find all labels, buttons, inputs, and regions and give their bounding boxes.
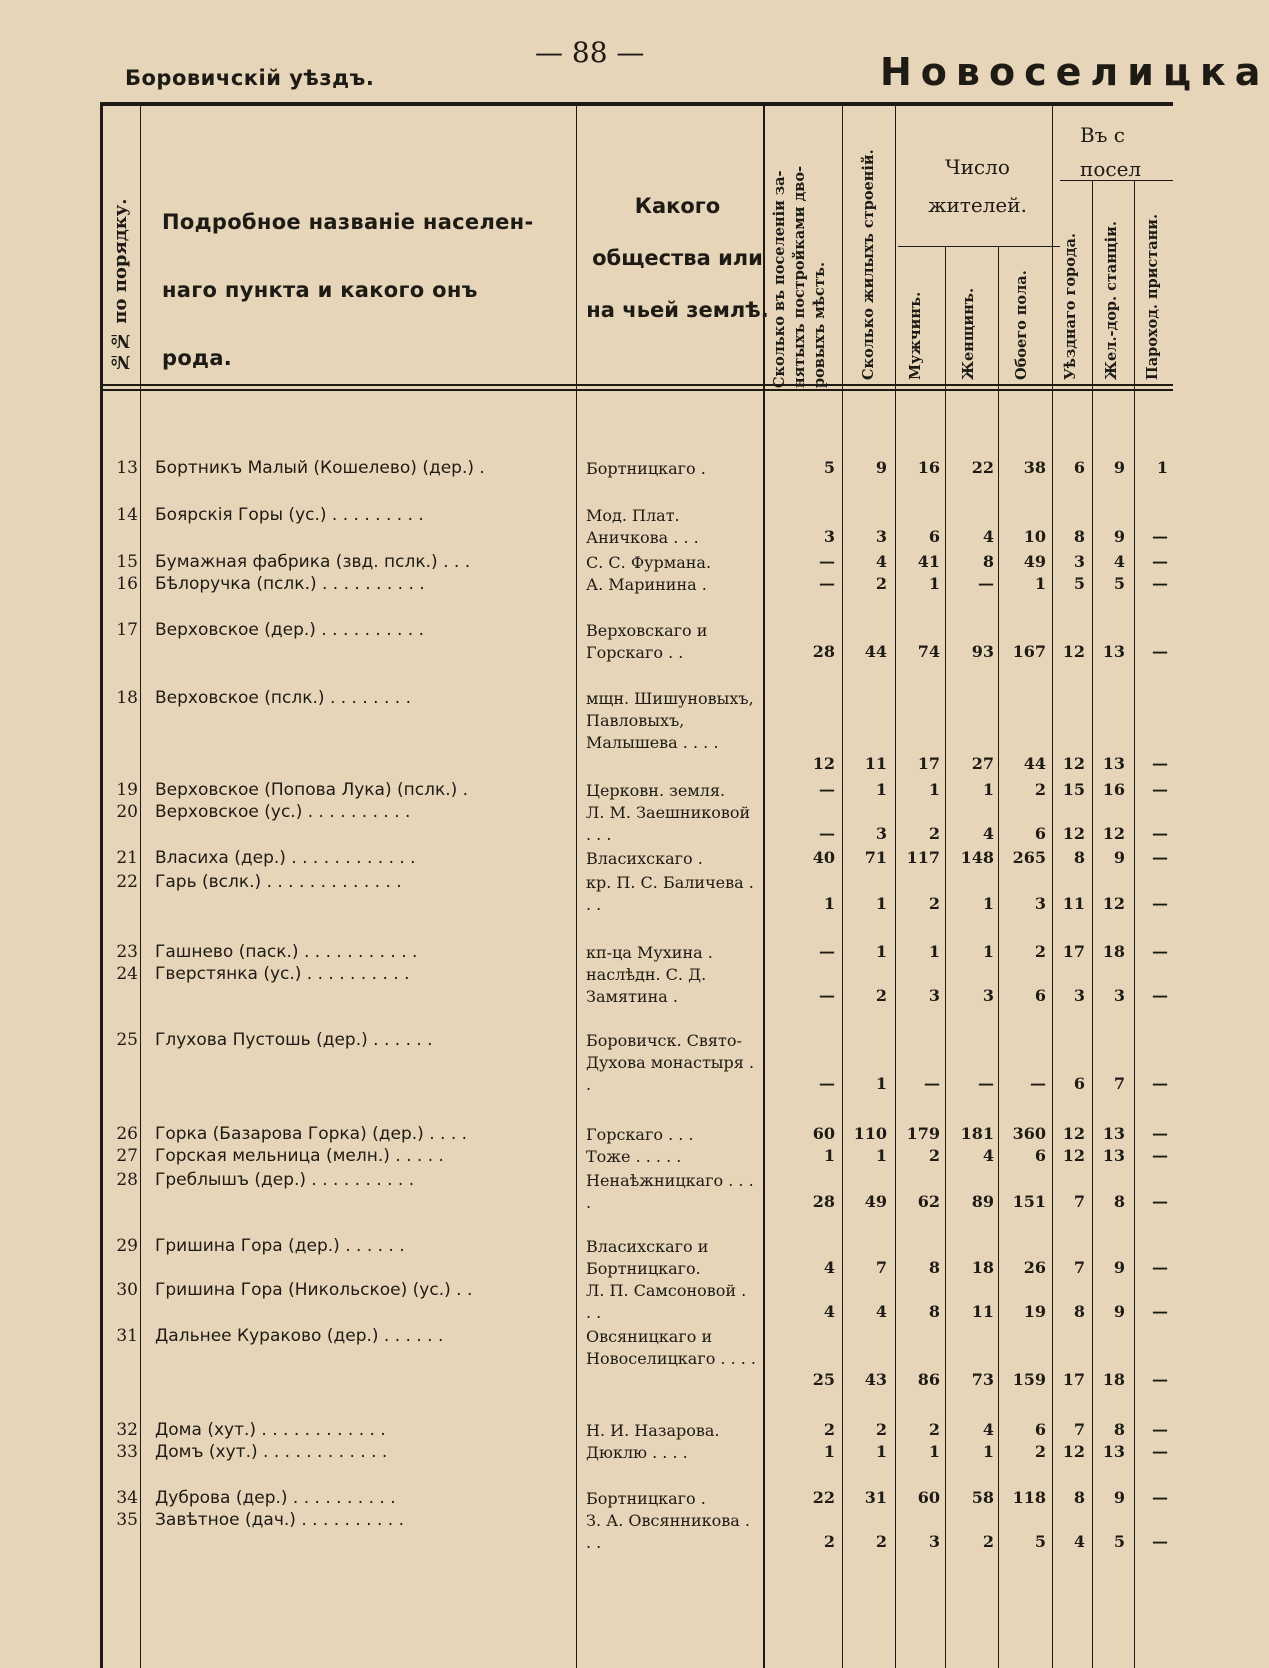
row-number: 21 [116,848,138,868]
uezd-title: Боровичскiй уѣздъ. [125,66,375,90]
dist-uezd-gorod: 11 [1062,894,1085,913]
settlement-name: Завѣтное (дач.) . . . . . . . . . . [155,1510,404,1530]
row-number: 33 [116,1442,138,1462]
zhen-count: 2 [982,1532,994,1551]
zhiteley-sub-rule [898,246,1060,247]
settlement-name: Дальнее Кураково (дер.) . . . . . . [155,1326,444,1346]
zhen-count: 11 [971,1302,994,1321]
stroeniy-count: 4 [875,1302,887,1321]
dist-zhd-stantsiya: 5 [1113,1532,1125,1551]
dist-uezd-gorod: 12 [1062,1442,1085,1461]
volost-title: Новоселицка [880,50,1269,94]
settlement-name: Дома (хут.) . . . . . . . . . . . . [155,1420,386,1440]
zhen-count: 1 [982,942,994,961]
obo-count: 3 [1034,894,1046,913]
zhen-count: 1 [982,780,994,799]
header-zhd-stantsiya: Жел.-дор. станцiи. [1103,221,1120,380]
dvor-count: — [819,986,835,1005]
settlement-name: Горка (Базарова Горка) (дер.) . . . . [155,1124,468,1144]
muzh-count: 8 [928,1302,940,1321]
row-number: 32 [116,1420,138,1440]
dist-uezd-gorod: 12 [1062,1146,1085,1165]
row-number: 24 [116,964,138,984]
row-number: 29 [116,1236,138,1256]
obo-count: 1 [1034,574,1046,593]
row-number: 23 [116,942,138,962]
muzh-count: 2 [928,824,940,843]
row-number: 26 [116,1124,138,1144]
zhen-count: 4 [982,527,994,546]
muzh-count: — [924,1074,940,1093]
col-line-left [100,102,103,1668]
muzh-count: 41 [917,552,940,571]
dvor-count: 3 [823,527,835,546]
zhen-count: 3 [982,986,994,1005]
dist-parokhod: — [1152,552,1168,571]
dvor-count: 28 [812,1192,835,1211]
settlement-name: Верховское (ус.) . . . . . . . . . . [155,802,411,822]
settlement-owner: Власихскаго и Бортницкаго. [586,1237,709,1278]
settlement-owner: Боровичск. Свято-Духова монастыря . . [586,1031,755,1094]
muzh-count: 3 [928,986,940,1005]
dist-parokhod: — [1152,574,1168,593]
obo-count: 2 [1034,1442,1046,1461]
dist-parokhod: — [1152,754,1168,773]
dist-uezd-gorod: 8 [1073,848,1085,867]
col-line-owner [763,106,765,1668]
settlement-owner: Бортницкаго . [586,1489,706,1508]
obo-count: 2 [1034,942,1046,961]
obo-count: 38 [1023,458,1046,477]
dist-uezd-gorod: 5 [1073,574,1085,593]
row-number: 22 [116,872,138,892]
zhen-count: 4 [982,1146,994,1165]
settlement-owner: Ненаѣжницкаго . . . . [586,1171,754,1212]
header-num: №№ по порядку. [110,198,131,372]
header-vs: Въ с посел [1080,123,1142,181]
dist-uezd-gorod: 3 [1073,552,1085,571]
dist-uezd-gorod: 8 [1073,1488,1085,1507]
stroeniy-count: 1 [875,894,887,913]
dist-uezd-gorod: 12 [1062,824,1085,843]
dist-zhd-stantsiya: 16 [1102,780,1125,799]
muzh-count: 1 [928,1442,940,1461]
muzh-count: 60 [917,1488,940,1507]
settlement-owner: Н. И. Назарова. [586,1421,720,1440]
zhen-count: 73 [971,1370,994,1389]
settlement-name: Глухова Пустошь (дер.) . . . . . . [155,1030,433,1050]
settlement-owner: Церковн. земля. [586,781,726,800]
obo-count: 44 [1023,754,1046,773]
muzh-count: 62 [917,1192,940,1211]
settlement-name: Боярскiя Горы (ус.) . . . . . . . . . [155,505,424,525]
dist-uezd-gorod: 15 [1062,780,1085,799]
settlement-name: Гришина Гора (дер.) . . . . . . [155,1236,405,1256]
dvor-count: — [819,1074,835,1093]
header-dvor: Сколько въ поселенiи за-нятыхъ постройками дво-ровыхъ мѣстъ. [771,165,828,388]
dist-parokhod: — [1152,1532,1168,1551]
settlement-owner: кр. П. С. Баличева . . . [586,873,754,914]
zhen-count: 1 [982,1442,994,1461]
dist-parokhod: — [1152,1146,1168,1165]
stroeniy-count: 1 [875,780,887,799]
obo-count: 159 [1012,1370,1046,1389]
stroeniy-count: 2 [875,574,887,593]
settlement-name: Дуброва (дер.) . . . . . . . . . . [155,1488,396,1508]
stroeniy-count: 2 [875,1532,887,1551]
settlement-owner: Л. М. Заешниковой . . . [586,803,751,844]
dvor-count: 28 [812,642,835,661]
dist-zhd-stantsiya: 4 [1113,552,1125,571]
col-line-uezd [1092,180,1093,1668]
stroeniy-count: 3 [875,824,887,843]
dist-uezd-gorod: 12 [1062,1124,1085,1143]
col-line-dvor [842,106,843,1668]
stroeniy-count: 4 [875,552,887,571]
header-stroeniy: Сколько жилыхъ строенiй. [860,149,877,380]
dvor-count: 4 [823,1302,835,1321]
dist-uezd-gorod: 8 [1073,527,1085,546]
stroeniy-count: 110 [853,1124,887,1143]
dvor-count: — [819,574,835,593]
dist-zhd-stantsiya: 13 [1102,1124,1125,1143]
row-number: 14 [116,505,138,525]
muzh-count: 6 [928,527,940,546]
zhen-count: — [978,1074,994,1093]
dist-parokhod: — [1152,1192,1168,1211]
row-number: 31 [116,1326,138,1346]
dist-zhd-stantsiya: 9 [1113,1258,1125,1277]
settlement-name: Домъ (хут.) . . . . . . . . . . . . [155,1442,388,1462]
page-number: — 88 — [535,36,645,69]
settlement-owner: Дюклю . . . . [586,1443,688,1462]
dvor-count: 5 [823,458,835,477]
muzh-count: 3 [928,1532,940,1551]
muzh-count: 17 [917,754,940,773]
settlement-name: Гарь (вслк.) . . . . . . . . . . . . . [155,872,402,892]
settlement-owner: Бортницкаго . [586,459,706,478]
obo-count: 19 [1023,1302,1046,1321]
settlement-owner: Власихскаго . [586,849,703,868]
settlement-name: Бумажная фабрика (звд. пслк.) . . . [155,552,471,572]
dist-parokhod: — [1152,824,1168,843]
dist-zhd-stantsiya: 8 [1113,1420,1125,1439]
table-top-rule [100,102,1173,106]
dvor-count: 2 [823,1420,835,1439]
settlement-owner: Л. П. Самсоновой . . . [586,1281,747,1322]
dist-parokhod: — [1152,1124,1168,1143]
row-number: 15 [116,552,138,572]
row-number: 17 [116,620,138,640]
muzh-count: 2 [928,1146,940,1165]
row-number: 28 [116,1170,138,1190]
settlement-owner: Верховскаго и Горскаго . . [586,621,708,662]
muzh-count: 16 [917,458,940,477]
dvor-count: 22 [812,1488,835,1507]
dvor-count: 25 [812,1370,835,1389]
muzh-count: 1 [928,942,940,961]
settlement-owner: Горскаго . . . [586,1125,694,1144]
stroeniy-count: 1 [875,1146,887,1165]
stroeniy-count: 49 [864,1192,887,1211]
dist-parokhod: — [1152,986,1168,1005]
stroeniy-count: 11 [864,754,887,773]
row-number: 18 [116,688,138,708]
stroeniy-count: 9 [875,458,887,477]
stroeniy-count: 71 [864,848,887,867]
settlement-owner: З. А. Овсянниковa . . . [586,1511,750,1552]
settlement-owner: С. С. Фурмана. [586,553,712,572]
dist-zhd-stantsiya: 13 [1102,1442,1125,1461]
dist-zhd-stantsiya: 9 [1113,1302,1125,1321]
dist-zhd-stantsiya: 18 [1102,1370,1125,1389]
row-number: 34 [116,1488,138,1508]
dist-zhd-stantsiya: 13 [1102,642,1125,661]
zhen-count: 8 [982,552,994,571]
obo-count: 6 [1034,1420,1046,1439]
settlement-name: Гверстянка (ус.) . . . . . . . . . . [155,964,410,984]
stroeniy-count: 2 [875,1420,887,1439]
settlement-name: Гришина Гора (Никольское) (ус.) . . [155,1280,473,1300]
settlement-name: Верховское (Попова Лука) (пслк.) . [155,780,469,800]
zhen-count: 4 [982,824,994,843]
dist-zhd-stantsiya: 12 [1102,894,1125,913]
dvor-count: 12 [812,754,835,773]
settlement-owner: А. Марининa . [586,575,707,594]
dist-parokhod: — [1152,1302,1168,1321]
dvor-count: 1 [823,1442,835,1461]
obo-count: 10 [1023,527,1046,546]
dvor-count: 4 [823,1258,835,1277]
row-number: 20 [116,802,138,822]
dist-zhd-stantsiya: 9 [1113,458,1125,477]
dist-parokhod: — [1152,942,1168,961]
dist-parokhod: — [1152,1488,1168,1507]
settlement-owner: наслѣдн. С. Д. Замятина . [586,965,707,1006]
dist-parokhod: — [1152,1258,1168,1277]
row-number: 19 [116,780,138,800]
dvor-count: — [819,552,835,571]
muzh-count: 1 [928,780,940,799]
dist-uezd-gorod: 12 [1062,642,1085,661]
muzh-count: 74 [917,642,940,661]
dist-parokhod: — [1152,527,1168,546]
dist-parokhod: — [1152,1074,1168,1093]
dist-uezd-gorod: 7 [1073,1258,1085,1277]
dvor-count: — [819,942,835,961]
dvor-count: 2 [823,1532,835,1551]
dist-zhd-stantsiya: 5 [1113,574,1125,593]
dvor-count: 1 [823,894,835,913]
dist-zhd-stantsiya: 13 [1102,1146,1125,1165]
dist-zhd-stantsiya: 7 [1113,1074,1125,1093]
zhen-count: 1 [982,894,994,913]
stroeniy-count: 1 [875,1442,887,1461]
settlement-name: Власиха (дер.) . . . . . . . . . . . . [155,848,416,868]
stroeniy-count: 44 [864,642,887,661]
obo-count: 167 [1012,642,1046,661]
settlement-name: Верховское (дер.) . . . . . . . . . . [155,620,425,640]
header-owner: Какого общества или на чьей землѣ. [586,194,769,322]
header-parokhod: Пароход. пристани. [1144,213,1161,380]
dist-zhd-stantsiya: 3 [1113,986,1125,1005]
obo-count: 118 [1012,1488,1046,1507]
dist-zhd-stantsiya: 12 [1102,824,1125,843]
dvor-count: 60 [812,1124,835,1143]
zhen-count: 181 [960,1124,994,1143]
obo-count: 360 [1012,1124,1046,1143]
dist-parokhod: — [1152,848,1168,867]
header-obo: Обоего пола. [1013,270,1030,380]
dvor-count: — [819,824,835,843]
dist-parokhod: — [1152,894,1168,913]
dist-parokhod: — [1152,1420,1168,1439]
stroeniy-count: 3 [875,527,887,546]
obo-count: 265 [1012,848,1046,867]
row-number: 13 [116,458,138,478]
zhen-count: 58 [971,1488,994,1507]
dist-zhd-stantsiya: 8 [1113,1192,1125,1211]
obo-count: — [1030,1074,1046,1093]
obo-count: 151 [1012,1192,1046,1211]
settlement-name: Верховское (пслк.) . . . . . . . . [155,688,411,708]
muzh-count: 8 [928,1258,940,1277]
obo-count: 5 [1034,1532,1046,1551]
zhen-count: 18 [971,1258,994,1277]
settlement-name: Бѣлоручка (пслк.) . . . . . . . . . . [155,574,425,594]
col-line-zhd [1134,180,1135,1668]
muzh-count: 179 [906,1124,940,1143]
dist-uezd-gorod: 7 [1073,1420,1085,1439]
dist-uezd-gorod: 17 [1062,942,1085,961]
muzh-count: 1 [928,574,940,593]
zhen-count: — [978,574,994,593]
settlement-owner: Овсяницкаго и Новоселицкаго . . . . [586,1327,757,1368]
obo-count: 6 [1034,1146,1046,1165]
header-zhen: Женщинъ. [960,287,977,380]
zhen-count: 89 [971,1192,994,1211]
settlement-name: Гашнево (паск.) . . . . . . . . . . . [155,942,418,962]
zhen-count: 93 [971,642,994,661]
stroeniy-count: 43 [864,1370,887,1389]
dvor-count: 1 [823,1146,835,1165]
dist-uezd-gorod: 4 [1073,1532,1085,1551]
dist-uezd-gorod: 8 [1073,1302,1085,1321]
stroeniy-count: 7 [875,1258,887,1277]
col-line-name [576,106,577,1668]
settlement-name: Бортникъ Малый (Кошелево) (дер.) . [155,458,485,478]
settlement-name: Греблышъ (дер.) . . . . . . . . . . [155,1170,415,1190]
obo-count: 6 [1034,986,1046,1005]
col-line-num [140,106,141,1668]
row-number: 30 [116,1280,138,1300]
header-name: Подробное названiе населен-наго пункта и какого онъ рода. [162,210,534,370]
dist-uezd-gorod: 17 [1062,1370,1085,1389]
dist-zhd-stantsiya: 13 [1102,754,1125,773]
dist-zhd-stantsiya: 9 [1113,527,1125,546]
dist-uezd-gorod: 6 [1073,458,1085,477]
muzh-count: 2 [928,894,940,913]
muzh-count: 117 [906,848,940,867]
dist-parokhod: — [1152,1442,1168,1461]
zhen-count: 27 [971,754,994,773]
settlement-name: Горская мельница (мелн.) . . . . . [155,1146,444,1166]
zhen-count: 148 [960,848,994,867]
dist-uezd-gorod: 12 [1062,754,1085,773]
dist-zhd-stantsiya: 18 [1102,942,1125,961]
dist-parokhod: — [1152,780,1168,799]
zhen-count: 22 [971,458,994,477]
obo-count: 49 [1023,552,1046,571]
dist-zhd-stantsiya: 9 [1113,1488,1125,1507]
obo-count: 6 [1034,824,1046,843]
muzh-count: 86 [917,1370,940,1389]
settlement-owner: кп-ца Мухина . [586,943,713,962]
stroeniy-count: 31 [864,1488,887,1507]
dvor-count: — [819,780,835,799]
dist-uezd-gorod: 7 [1073,1192,1085,1211]
stroeniy-count: 1 [875,1074,887,1093]
obo-count: 2 [1034,780,1046,799]
header-zhiteley: Число жителей. [928,155,1027,217]
row-number: 35 [116,1510,138,1530]
row-number: 27 [116,1146,138,1166]
row-number: 25 [116,1030,138,1050]
stroeniy-count: 1 [875,942,887,961]
dvor-count: 40 [812,848,835,867]
dist-parokhod: — [1152,642,1168,661]
header-uezd-gorod: Уѣзднаго города. [1062,233,1079,380]
dist-zhd-stantsiya: 9 [1113,848,1125,867]
settlement-owner: мщн. Шишуновыхъ, Павловыхъ, Малышева . . . . [586,689,754,752]
zhen-count: 4 [982,1420,994,1439]
stroeniy-count: 2 [875,986,887,1005]
header-muzh: Мужчинъ. [907,291,924,380]
col-line-zhen [998,246,999,1668]
dist-uezd-gorod: 6 [1073,1074,1085,1093]
settlement-owner: Тоже . . . . . [586,1147,682,1166]
dist-parokhod: — [1152,1370,1168,1389]
row-number: 16 [116,574,138,594]
dist-uezd-gorod: 3 [1073,986,1085,1005]
obo-count: 26 [1023,1258,1046,1277]
muzh-count: 2 [928,1420,940,1439]
settlement-owner: Мод. Плат. Аничкова . . . [586,506,699,547]
dist-parokhod: 1 [1156,458,1168,477]
col-line-obo [1052,106,1053,1668]
